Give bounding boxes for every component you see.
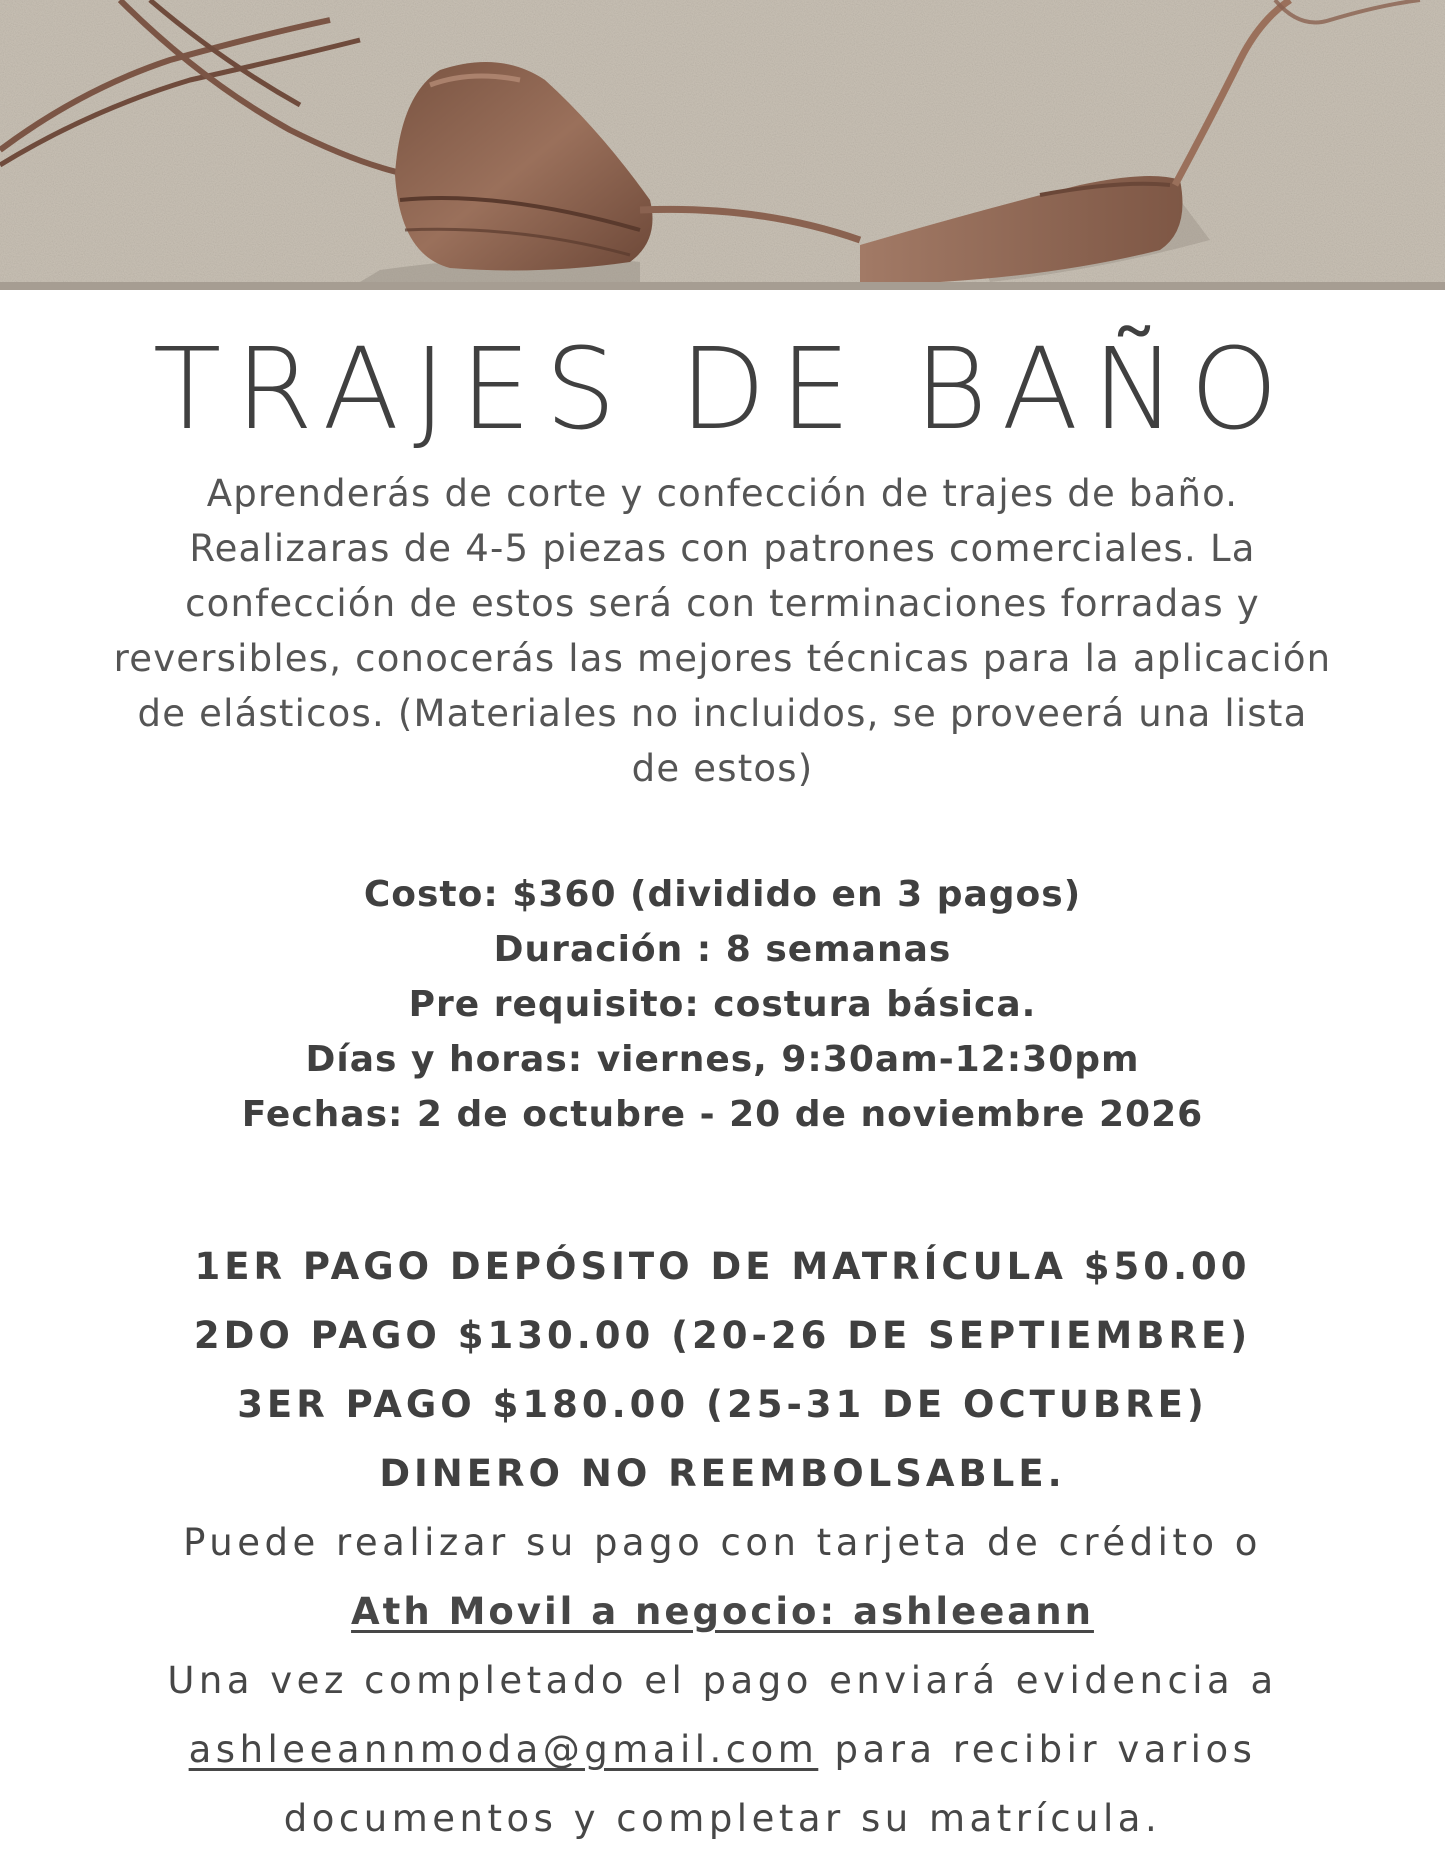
email-link[interactable]: ashleeannmoda@gmail.com <box>188 1728 819 1771</box>
payment-info <box>0 1508 1445 1853</box>
page-title: TRAJES DE BAÑO <box>152 325 1293 455</box>
second-payment: 2DO PAGO $130.00 (20-26 DE SEPTIEMBRE) <box>193 1314 1252 1357</box>
course-details <box>0 867 1445 1142</box>
payment-methods-text: Puede realizar su pago con tarjeta de crédito o <box>183 1521 1262 1564</box>
email-line <box>0 1715 1445 1784</box>
duration-text: Duración : 8 semanas <box>493 929 952 970</box>
hero-swimsuit-image <box>0 0 1445 282</box>
evidence-text: Una vez completado el pago enviará evidencia a <box>167 1659 1278 1702</box>
hero-divider <box>0 282 1445 290</box>
dates-text: Fechas: 2 de octubre - 20 de noviembre 2026 <box>241 1094 1204 1135</box>
schedule-text: Días y horas: viernes, 9:30am-12:30pm <box>305 1039 1140 1080</box>
email-suffix-text: para recibir varios <box>818 1728 1257 1771</box>
ath-movil-link[interactable]: Ath Movil a negocio: ashleeann <box>351 1590 1094 1633</box>
third-payment: 3ER PAGO $180.00 (25-31 DE OCTUBRE) <box>237 1383 1208 1426</box>
cost-text: Costo: $360 (dividido en 3 pagos) <box>363 874 1082 915</box>
closing-text: documentos y completar su matrícula. <box>283 1797 1162 1840</box>
first-payment: 1ER PAGO DEPÓSITO DE MATRÍCULA $50.00 <box>194 1245 1251 1288</box>
course-description: Aprenderás de corte y confección de trajes de baño. Realizaras de 4-5 piezas con patrones comerciales. La confección de estos será con terminaciones forradas y reversibles, conocerás las mejores técnicas para la aplicación de elásticos. (Materiales no incluidos, se proveerá una lista de estos) <box>113 472 1332 790</box>
payment-schedule <box>0 1232 1445 1508</box>
prerequisite-text: Pre requisito: costura básica. <box>408 984 1037 1025</box>
refund-note: DINERO NO REEMBOLSABLE. <box>379 1452 1066 1495</box>
